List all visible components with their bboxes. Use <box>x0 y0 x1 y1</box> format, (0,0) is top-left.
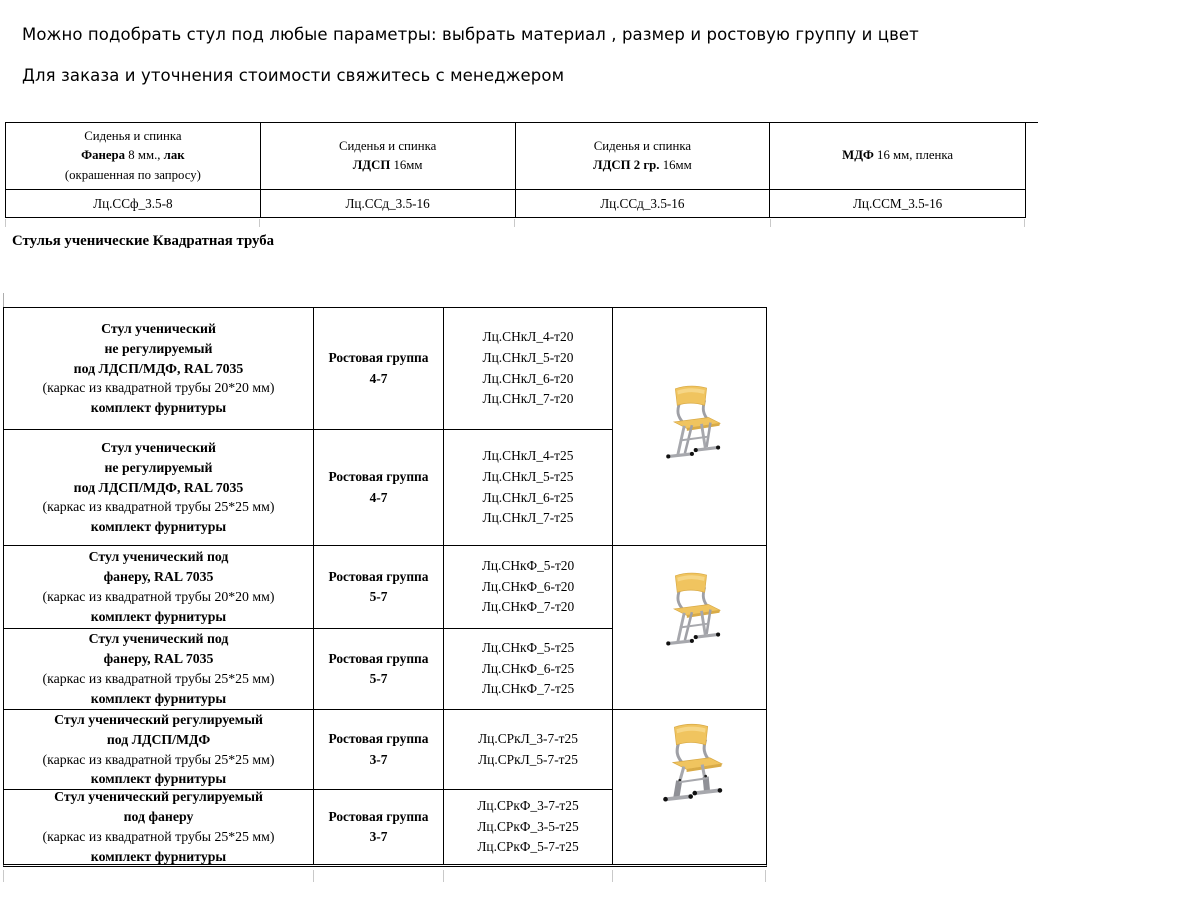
grid-stub <box>443 870 444 882</box>
header-cell-ldsp2 <box>516 123 771 190</box>
code-cell: Лц.ССМ_3.5-16 <box>852 195 943 211</box>
product-code: Лц.СНкЛ_5-т20 <box>482 349 574 365</box>
intro-line-2: Для заказа и уточнения стоимости свяжитесь с менеджером <box>22 66 565 85</box>
product-code: Лц.СНкФ_5-т25 <box>481 639 575 655</box>
product-desc-cell <box>4 629 314 710</box>
growth-group-cell <box>314 430 444 546</box>
growth-group-value: 5-7 <box>369 671 388 686</box>
product-desc-cell <box>4 308 314 430</box>
product-title-line: Стул ученический под <box>88 549 229 565</box>
code-cell: Лц.ССф_3.5-8 <box>6 190 261 217</box>
codes-cell <box>444 790 613 864</box>
product-note: (каркас из квадратной трубы 20*20 мм) <box>42 589 275 604</box>
product-desc-cell <box>4 546 314 629</box>
growth-group-cell <box>314 629 444 710</box>
student-chair-adjustable-icon <box>656 721 724 819</box>
growth-group-value: 4-7 <box>369 370 388 386</box>
product-code: Лц.СНкФ_5-т20 <box>481 557 575 573</box>
product-title-line: не регулируемый <box>104 340 213 356</box>
chairs-table <box>3 307 767 867</box>
growth-group-cell <box>314 790 444 864</box>
materials-table <box>5 122 1026 218</box>
product-code: Лц.СНкЛ_5-т25 <box>482 468 574 484</box>
grid-stub <box>514 219 515 227</box>
product-tail: комплект фурнитуры <box>90 771 227 787</box>
product-code: Лц.СНкЛ_7-т20 <box>482 391 574 407</box>
header-cell-ldsp <box>261 123 516 190</box>
product-note: (каркас из квадратной трубы 25*25 мм) <box>42 751 275 767</box>
product-title-line: фанеру, RAL 7035 <box>103 651 214 667</box>
product-code: Лц.СРкФ_3-7-т25 <box>477 797 579 813</box>
product-tail: комплект фурнитуры <box>90 848 227 864</box>
header-line: ЛДСП 16мм <box>352 158 423 172</box>
product-title-line: Стул ученический <box>101 320 216 336</box>
product-code: Лц.СРкЛ_5-7-т25 <box>478 751 578 767</box>
product-code: Лц.СНкЛ_4-т20 <box>482 328 574 344</box>
product-desc-cell <box>4 430 314 546</box>
product-title-line: под фанеру <box>123 809 194 825</box>
codes-cell <box>444 710 613 790</box>
product-code: Лц.СНкФ_6-т25 <box>481 660 575 676</box>
growth-group-label: Ростовая группа <box>328 808 429 824</box>
growth-group-value: 3-7 <box>369 751 388 767</box>
product-title-line: Стул ученический под <box>88 631 229 647</box>
product-title-line: фанеру, RAL 7035 <box>103 569 214 585</box>
product-code: Лц.СРкФ_3-5-т25 <box>477 818 579 834</box>
product-title-line: под ЛДСП/МДФ, RAL 7035 <box>73 479 244 495</box>
growth-group-label: Ростовая группа <box>328 731 429 747</box>
grid-stub <box>313 870 314 882</box>
grid-stub <box>1024 219 1025 227</box>
product-code: Лц.СНкЛ_4-т25 <box>482 447 574 463</box>
student-chair-fixed-icon <box>658 570 722 662</box>
product-code: Лц.СНкЛ_7-т25 <box>482 510 574 526</box>
chair-image-cell <box>613 546 766 710</box>
product-code: Лц.СНкФ_6-т20 <box>481 578 575 594</box>
product-title-line: не регулируемый <box>104 459 213 475</box>
product-desc-cell <box>4 790 314 864</box>
product-title-line: под ЛДСП/МДФ, RAL 7035 <box>73 360 244 376</box>
header-line: МДФ 16 мм, пленка <box>842 148 954 163</box>
codes-cell <box>444 546 613 629</box>
codes-cell <box>444 430 613 546</box>
chair-image-cell <box>613 308 766 546</box>
student-chair-fixed-icon <box>658 383 722 475</box>
product-tail: комплект фурнитуры <box>90 690 227 706</box>
growth-group-cell <box>314 546 444 629</box>
product-code: Лц.СРкЛ_3-7-т25 <box>478 730 578 746</box>
chair-image-cell <box>613 710 766 864</box>
product-title-line: Стул ученический <box>101 439 216 455</box>
product-tail: комплект фурнитуры <box>90 608 227 624</box>
grid-stub <box>3 870 4 882</box>
grid-stub <box>612 870 613 882</box>
product-note: (каркас из квадратной трубы 25*25 мм) <box>42 499 275 515</box>
product-code: Лц.СНкФ_7-т25 <box>481 681 575 697</box>
growth-group-label: Ростовая группа <box>328 350 429 366</box>
header-line: Сиденья и спинка <box>338 138 437 153</box>
section-title: Стулья ученические Квадратная труба <box>12 233 274 249</box>
intro-line-1: Можно подобрать стул под любые параметры: выбрать материал , размер и ростовую группу и цвет <box>22 25 919 44</box>
product-code: Лц.СНкЛ_6-т20 <box>482 370 574 386</box>
header-cell-mdf <box>770 123 1025 190</box>
header-line: (окрашенная по запросу) <box>64 167 201 182</box>
grid-stub <box>3 293 4 307</box>
product-tail: комплект фурнитуры <box>90 519 227 535</box>
table-border-artifact <box>1025 122 1038 123</box>
product-note: (каркас из квадратной трубы 25*25 мм) <box>42 671 275 686</box>
grid-stub <box>259 219 260 227</box>
product-title-line: Стул ученический регулируемый <box>54 711 263 727</box>
codes-cell <box>444 308 613 430</box>
growth-group-cell <box>314 710 444 790</box>
header-line: Фанера 8 мм., лак <box>81 148 185 163</box>
codes-cell <box>444 629 613 710</box>
grid-stub <box>770 219 771 227</box>
header-cell-plywood <box>6 123 261 190</box>
grid-stub <box>765 870 766 882</box>
product-code: Лц.СНкЛ_6-т25 <box>482 489 574 505</box>
product-note: (каркас из квадратной трубы 25*25 мм) <box>42 829 275 844</box>
code-cell: Лц.ССд_3.5-16 <box>516 190 771 217</box>
header-line: ЛДСП 2 гр. 16мм <box>593 158 692 172</box>
product-code: Лц.СРкФ_5-7-т25 <box>477 839 579 855</box>
growth-group-label: Ростовая группа <box>328 568 429 584</box>
header-line: Сиденья и спинка <box>84 129 182 144</box>
growth-group-cell <box>314 308 444 430</box>
growth-group-value: 4-7 <box>369 489 388 505</box>
product-note: (каркас из квадратной трубы 20*20 мм) <box>42 380 275 396</box>
growth-group-label: Ростовая группа <box>328 650 429 666</box>
product-desc-cell <box>4 710 314 790</box>
product-tail: комплект фурнитуры <box>90 400 227 416</box>
growth-group-value: 5-7 <box>369 589 388 604</box>
product-title-line: Стул ученический регулируемый <box>54 789 263 805</box>
code-cell: Лц.ССд_3.5-16 <box>261 190 516 217</box>
growth-group-label: Ростовая группа <box>328 469 429 485</box>
grid-stub <box>5 219 6 227</box>
header-line: Сиденья и спинка <box>593 138 692 153</box>
product-title-line: под ЛДСП/МДФ <box>106 731 211 747</box>
growth-group-value: 3-7 <box>369 829 388 844</box>
product-code: Лц.СНкФ_7-т20 <box>481 599 575 615</box>
